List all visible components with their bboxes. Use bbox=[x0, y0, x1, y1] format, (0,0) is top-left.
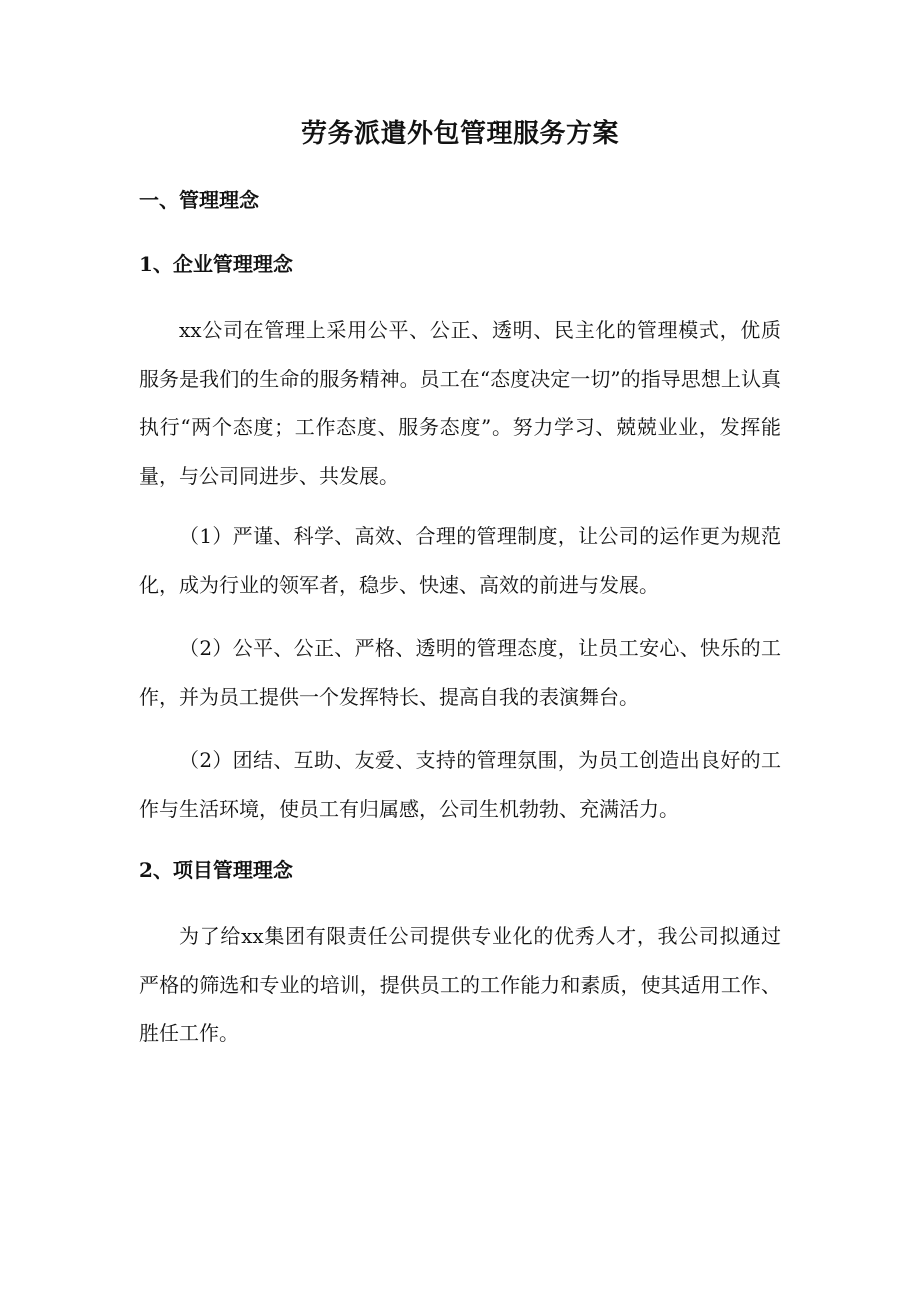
subsection-heading-enterprise-philosophy: 1、企业管理理念 bbox=[139, 252, 293, 276]
document-title: 劳务派遣外包管理服务方案 bbox=[300, 119, 619, 149]
paragraph-enterprise-intro: xx公司在管理上采用公平、公正、透明、民主化的管理模式，优质服务是我们的生命的服务精神。员工在“态度决定一切”的指导思想上认真执行“两个态度；工作态度、服务态度”。努力学习、兢兢业业，发挥能量，与公司同进步、共发展。 bbox=[139, 318, 781, 488]
paragraph-item-3: （2）团结、互助、友爱、支持的管理氛围，为员工创造出良好的工作与生活环境，使员工有归属感，公司生机勃勃、充满活力。 bbox=[139, 748, 781, 821]
paragraph-item-1: （1）严谨、科学、高效、合理的管理制度，让公司的运作更为规范化，成为行业的领军者，稳步、快速、高效的前进与发展。 bbox=[139, 524, 781, 597]
section-heading-management-philosophy: 一、管理理念 bbox=[139, 188, 259, 212]
subsection-heading-project-philosophy: 2、项目管理理念 bbox=[139, 858, 293, 882]
paragraph-item-2: （2）公平、公正、严格、透明的管理态度，让员工安心、快乐的工作，并为员工提供一个发挥特长、提高自我的表演舞台。 bbox=[139, 636, 781, 709]
paragraph-project-body: 为了给xx集团有限责任公司提供专业化的优秀人才，我公司拟通过严格的筛选和专业的培训，提供员工的工作能力和素质，使其适用工作、胜任工作。 bbox=[139, 924, 781, 1045]
